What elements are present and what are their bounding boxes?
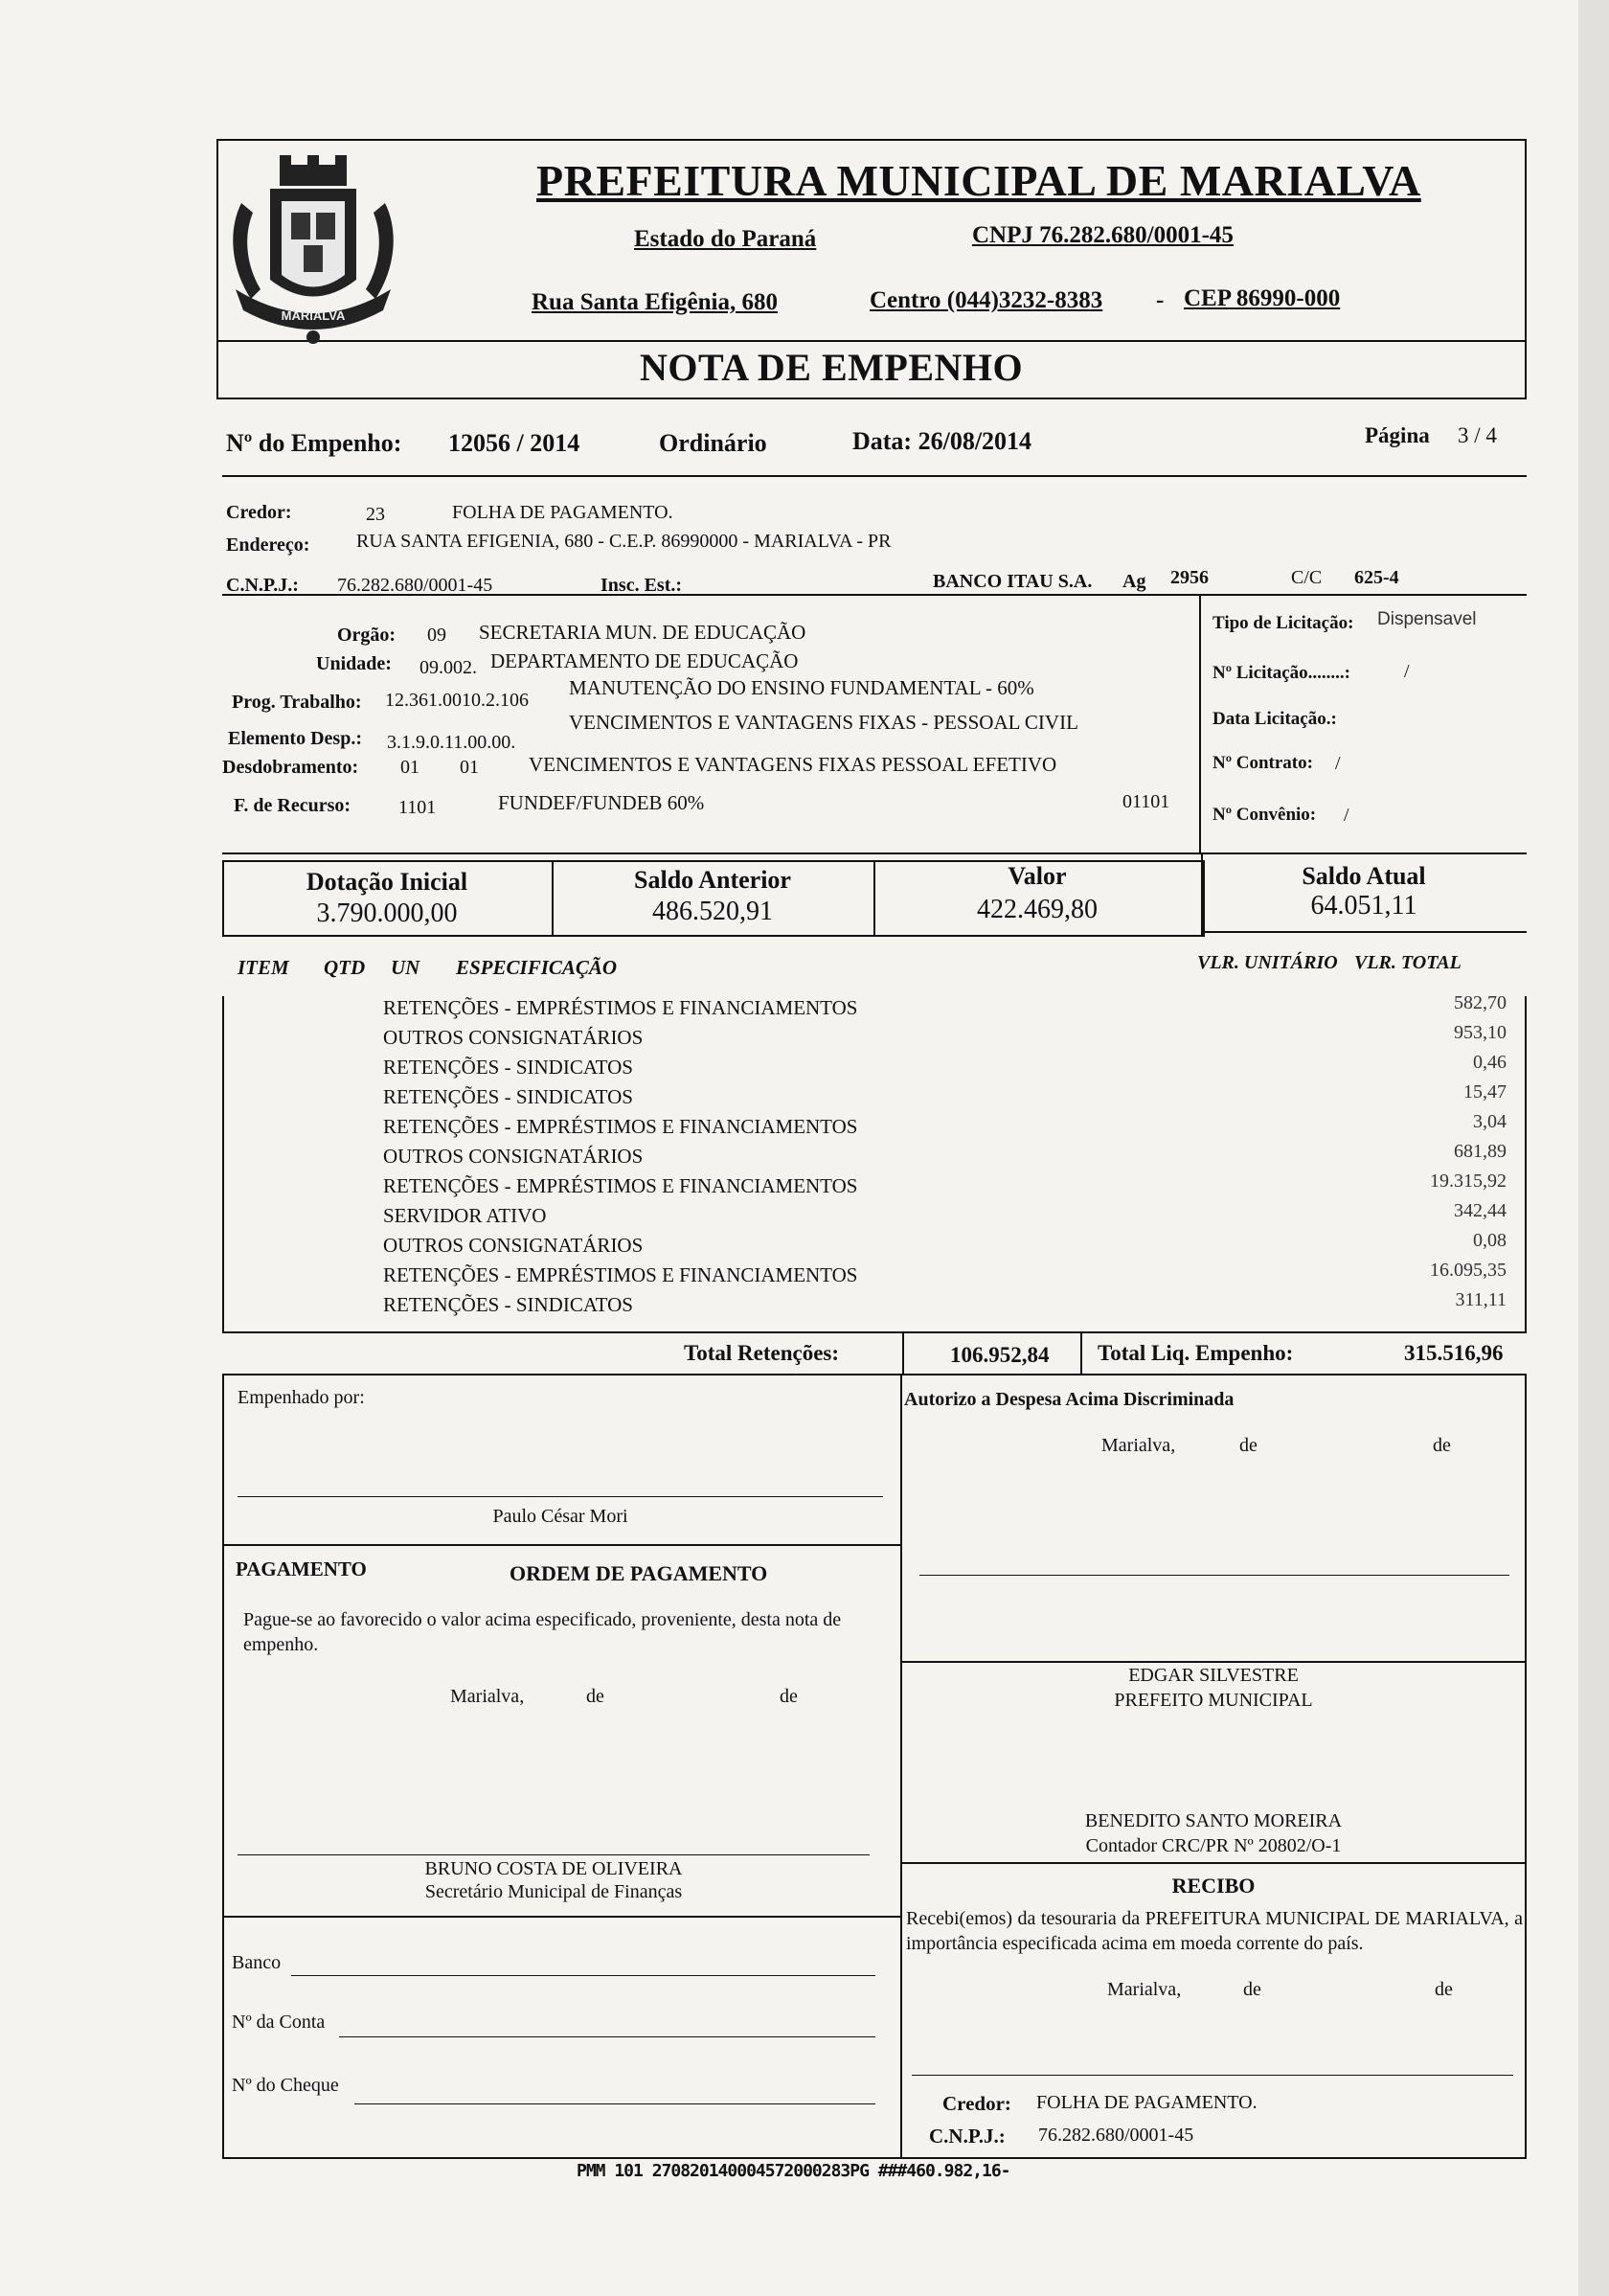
prefeito-name: EDGAR SILVESTRE <box>1128 1665 1299 1686</box>
unidade-name: DEPARTAMENTO DE EDUCAÇÃO <box>490 649 799 672</box>
prog-code: 12.361.0010.2.106 <box>385 690 529 711</box>
saldo-anterior-label: Saldo Anterior <box>634 866 791 894</box>
prog-label: Prog. Trabalho: <box>232 692 362 713</box>
conta-line <box>339 2036 875 2037</box>
saldo-anterior-value: 486.520,91 <box>652 897 773 926</box>
list-item: RETENÇÕES - EMPRÉSTIMOS E FINANCIAMENTOS <box>383 1115 858 1138</box>
total-retencoes-label: Total Retenções: <box>684 1341 840 1365</box>
recurso-extra: 01101 <box>1122 791 1170 812</box>
saldos-top-line <box>222 852 1527 854</box>
sig-outer-right <box>1525 1374 1527 2159</box>
prefeito-title: PREFEITO MUNICIPAL <box>1114 1690 1313 1711</box>
desdobramento-b: 01 <box>460 757 479 778</box>
convenio-label: Nº Convênio: <box>1212 805 1317 825</box>
agency-label: Ag <box>1122 571 1146 592</box>
list-item-value: 953,10 <box>1454 1022 1507 1043</box>
empenho-date: Data: 26/08/2014 <box>852 427 1032 455</box>
conta-label: Nº da Conta <box>232 2012 326 2033</box>
contador-title: Contador CRC/PR Nº 20802/O-1 <box>1085 1835 1342 1856</box>
empenho-divider <box>222 475 1527 477</box>
elemento-label: Elemento Desp.: <box>228 728 362 749</box>
contrato-label: Nº Contrato: <box>1212 753 1313 773</box>
saldo-atual-label: Saldo Atual <box>1302 862 1426 890</box>
list-item-value: 582,70 <box>1454 992 1507 1013</box>
licitacao-number-label: Nº Licitação........: <box>1212 663 1350 683</box>
list-item-value: 15,47 <box>1463 1081 1507 1103</box>
autorizo-sign-line <box>919 1575 1509 1576</box>
items-left-border <box>222 996 224 1333</box>
list-item: RETENÇÕES - EMPRÉSTIMOS E FINANCIAMENTOS <box>383 996 858 1019</box>
list-item: SERVIDOR ATIVO <box>383 1204 547 1227</box>
sig-middle <box>900 1374 902 2159</box>
items-right-border <box>1525 996 1527 1333</box>
credor-label: Credor: <box>226 502 292 523</box>
tipo-licitacao-label: Tipo de Licitação: <box>1212 613 1354 633</box>
pague-marialva: Marialva, <box>450 1686 525 1707</box>
credor-address: RUA SANTA EFIGENIA, 680 - C.E.P. 86990000 - MARIALVA - PR <box>356 531 892 552</box>
cheque-label: Nº do Cheque <box>232 2075 339 2096</box>
total-retencoes-value: 106.952,84 <box>950 1343 1050 1367</box>
list-item: RETENÇÕES - EMPRÉSTIMOS E FINANCIAMENTOS <box>383 1174 858 1197</box>
agency-number: 2956 <box>1170 567 1209 588</box>
col-especificacao: ESPECIFICAÇÃO <box>456 956 618 979</box>
page-label: Página <box>1365 423 1430 447</box>
saldos-bottom-line <box>1201 931 1527 933</box>
recibo-text: Recebi(emos) da tesouraria da PREFEITURA MUNICIPAL DE MARIALVA, a importância especificada acima em moeda corrente do país. <box>906 1908 1523 1954</box>
dotacao-inicial-label: Dotação Inicial <box>306 868 468 896</box>
secretario-bottom <box>222 1916 902 1918</box>
header-district-phone: Centro (044)3232-8383 <box>870 287 1103 313</box>
col-unit-value: VLR. UNITÁRIO <box>1197 952 1338 973</box>
items-bottom-line <box>222 1331 1527 1333</box>
bank-name: BANCO ITAU S.A. <box>933 571 1093 592</box>
orgao-code: 09 <box>427 625 446 646</box>
header-dash: - <box>1156 287 1165 313</box>
ordem-pagamento-title: ORDEM DE PAGAMENTO <box>510 1561 768 1585</box>
recurso-name: FUNDEF/FUNDEB 60% <box>498 791 705 814</box>
desdobramento-name: VENCIMENTOS E VANTAGENS FIXAS PESSOAL EFETIVO <box>529 753 1057 776</box>
list-item-value: 3,04 <box>1473 1111 1507 1132</box>
col-un: UN <box>391 956 420 979</box>
pague-de-2: de <box>780 1686 798 1707</box>
list-item-value: 16.095,35 <box>1430 1260 1507 1281</box>
contador-line <box>900 1862 1527 1864</box>
list-item-value: 311,11 <box>1455 1289 1507 1310</box>
document-title: NOTA DE EMPENHO <box>640 346 1024 389</box>
empenho-label: Nº do Empenho: <box>226 429 402 457</box>
recibo-cnpj-label: C.N.P.J.: <box>929 2125 1006 2148</box>
convenio-value: / <box>1344 805 1349 826</box>
total-liquido-label: Total Liq. Empenho: <box>1098 1341 1294 1365</box>
list-item: OUTROS CONSIGNATÁRIOS <box>383 1234 644 1257</box>
list-item-value: 681,89 <box>1454 1141 1507 1162</box>
orgao-name: SECRETARIA MUN. DE EDUCAÇÃO <box>479 621 806 644</box>
list-item: OUTROS CONSIGNATÁRIOS <box>383 1145 644 1168</box>
page-number: 3 / 4 <box>1458 423 1497 447</box>
recibo-credor-label: Credor: <box>942 2092 1011 2115</box>
account-number: 625-4 <box>1354 567 1399 588</box>
secretario-name: BRUNO COSTA DE OLIVEIRA <box>424 1858 683 1879</box>
credor-cnpj-label: C.N.P.J.: <box>226 575 299 596</box>
saldo-atual-value: 64.051,11 <box>1310 891 1417 921</box>
pagamento-title: PAGAMENTO <box>236 1557 367 1580</box>
tipo-licitacao-value: Dispensavel <box>1377 609 1477 629</box>
col-qtd: QTD <box>324 956 366 979</box>
autorizo-marialva: Marialva, <box>1101 1435 1176 1456</box>
header-cep: CEP 86990-000 <box>1184 285 1341 311</box>
sig-bottom-line <box>222 2157 1527 2159</box>
total-liquido-value: 315.516,96 <box>1404 1341 1504 1365</box>
recibo-credor-name: FOLHA DE PAGAMENTO. <box>1036 2092 1258 2113</box>
account-label: C/C <box>1291 567 1323 588</box>
secretario-sign-line <box>238 1854 870 1855</box>
recibo-title: RECIBO <box>1171 1874 1256 1898</box>
empenhado-bottom <box>222 1544 902 1546</box>
recurso-label: F. de Recurso: <box>234 795 351 816</box>
recibo-de-1: de <box>1243 1979 1261 2000</box>
contador-name: BENEDITO SANTO MOREIRA <box>1084 1810 1343 1831</box>
municipal-seal-icon <box>222 146 404 347</box>
col-item: ITEM <box>238 956 289 979</box>
list-item: RETENÇÕES - SINDICATOS <box>383 1056 633 1079</box>
page-title: PREFEITURA MUNICIPAL DE MARIALVA <box>536 156 1421 205</box>
recurso-code: 1101 <box>398 797 437 818</box>
pague-se-text: Pague-se ao favorecido o valor acima especificado, proveniente, desta nota de empenho. <box>243 1609 842 1655</box>
autorizo-text: Autorizo a Despesa Acima Discriminada <box>904 1389 1235 1410</box>
desdobramento-label: Desdobramento: <box>222 757 359 778</box>
credor-code: 23 <box>366 504 385 525</box>
autorizo-de-2: de <box>1433 1435 1451 1456</box>
insc-label: Insc. Est.: <box>601 575 683 596</box>
pague-de-1: de <box>586 1686 604 1707</box>
list-item-value: 0,08 <box>1473 1230 1507 1251</box>
desdobramento-a: 01 <box>400 757 419 778</box>
totals-divider-2 <box>1080 1333 1082 1374</box>
col-total-value: VLR. TOTAL <box>1354 952 1462 973</box>
empenho-type: Ordinário <box>659 429 767 457</box>
seal-text: MARIALVA <box>281 308 346 323</box>
list-item: OUTROS CONSIGNATÁRIOS <box>383 1026 644 1049</box>
credor-name: FOLHA DE PAGAMENTO. <box>452 502 673 523</box>
sig-outer-left <box>222 1374 224 2159</box>
data-licitacao-label: Data Licitação.: <box>1212 709 1337 729</box>
empenho-number: 12056 / 2014 <box>448 429 580 457</box>
header-street: Rua Santa Efigênia, 680 <box>532 289 778 315</box>
elemento-name: VENCIMENTOS E VANTAGENS FIXAS - PESSOAL CIVIL <box>569 711 1078 734</box>
list-item: RETENÇÕES - SINDICATOS <box>383 1085 633 1108</box>
contrato-value: / <box>1335 753 1341 774</box>
empenhado-label: Empenhado por: <box>238 1387 365 1408</box>
header-cnpj: CNPJ 76.282.680/0001-45 <box>972 222 1234 248</box>
credor-cnpj: 76.282.680/0001-45 <box>337 575 493 596</box>
address-label: Endereço: <box>226 534 310 556</box>
list-item-value: 0,46 <box>1473 1052 1507 1073</box>
recibo-marialva: Marialva, <box>1107 1979 1182 2000</box>
banco-line <box>291 1975 875 1976</box>
orgao-label: Orgão: <box>337 625 397 646</box>
autorizo-de-1: de <box>1239 1435 1258 1456</box>
empenhado-sign-line <box>238 1496 883 1497</box>
valor-label: Valor <box>1008 862 1067 890</box>
totals-bottom-line <box>222 1374 1527 1375</box>
list-item-value: 342,44 <box>1454 1200 1507 1221</box>
list-item: RETENÇÕES - EMPRÉSTIMOS E FINANCIAMENTOS <box>383 1263 858 1286</box>
credor-divider <box>222 594 1527 596</box>
licitacao-number-value: / <box>1404 661 1410 682</box>
footer-code: PMM 101 270820140004572000283PG ###460.982,16- <box>577 2161 1010 2181</box>
unidade-code: 09.002. <box>419 657 477 678</box>
banco-label: Banco <box>232 1952 282 1973</box>
list-item-value: 19.315,92 <box>1430 1171 1507 1192</box>
prefeito-line <box>900 1661 1527 1663</box>
empenhado-name: Paulo César Mori <box>492 1506 628 1527</box>
header-divider <box>216 340 1525 342</box>
unidade-label: Unidade: <box>316 653 392 674</box>
list-item: RETENÇÕES - SINDICATOS <box>383 1293 633 1316</box>
recibo-sign-line <box>912 2075 1513 2076</box>
prog-name: MANUTENÇÃO DO ENSINO FUNDAMENTAL - 60% <box>569 676 1034 699</box>
recibo-de-2: de <box>1435 1979 1453 2000</box>
recibo-cnpj-value: 76.282.680/0001-45 <box>1038 2125 1194 2146</box>
dotacao-inicial-value: 3.790.000,00 <box>316 898 458 928</box>
valor-value: 422.469,80 <box>977 895 1098 924</box>
scan-right-edge <box>1578 0 1609 2296</box>
totals-divider-1 <box>902 1333 904 1374</box>
dotacao-vertical-divider <box>1199 596 1201 852</box>
secretario-title: Secretário Municipal de Finanças <box>424 1881 683 1902</box>
state-name: Estado do Paraná <box>634 226 817 252</box>
elemento-code: 3.1.9.0.11.00.00. <box>387 732 516 753</box>
cheque-line <box>354 2103 875 2104</box>
